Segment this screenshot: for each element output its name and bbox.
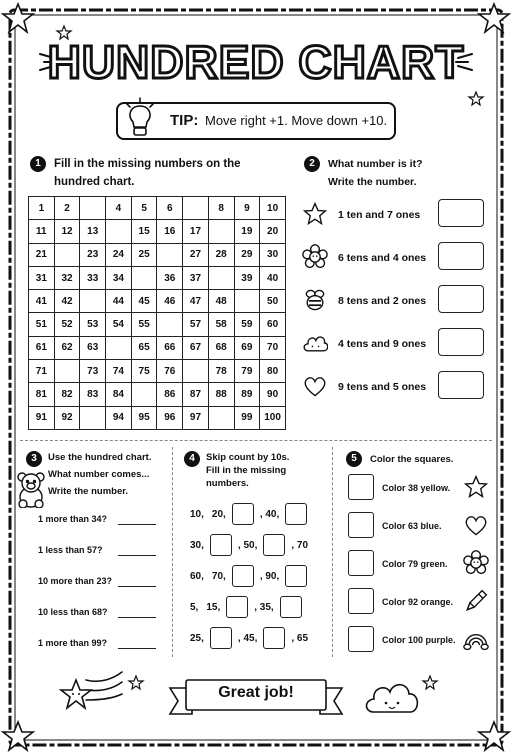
- chart-cell: 20: [260, 220, 286, 243]
- skip-count-row: [188, 626, 310, 650]
- corner-star-icon: [479, 4, 509, 32]
- cloud-icon: [362, 676, 422, 718]
- chart-cell: 32: [54, 266, 80, 289]
- skip-count-number: , 90,: [259, 570, 280, 582]
- chart-row: [29, 360, 286, 383]
- chart-blank-cell[interactable]: [80, 290, 106, 313]
- teddy-bear-icon: [14, 470, 48, 508]
- section-3-question: 10 more than 23?: [38, 576, 113, 586]
- chart-cell: 21: [29, 243, 55, 266]
- section-2-icon: [302, 330, 328, 361]
- chart-blank-cell[interactable]: [183, 360, 209, 383]
- answer-box[interactable]: [438, 328, 484, 356]
- skip-count-number: 30,: [190, 539, 204, 551]
- chart-cell: 83: [80, 383, 106, 406]
- chart-blank-cell[interactable]: [234, 290, 260, 313]
- pencil-icon: [463, 588, 489, 614]
- chart-row: [29, 336, 286, 359]
- chart-cell: 30: [260, 243, 286, 266]
- section-5-label: Color 38 yellow.: [382, 483, 451, 493]
- chart-blank-cell[interactable]: [54, 243, 80, 266]
- section-1-instruction-line1: Fill in the missing numbers on the: [54, 158, 241, 170]
- answer-line[interactable]: [118, 617, 156, 618]
- color-square[interactable]: [348, 588, 374, 614]
- skip-count-row: [188, 502, 307, 526]
- answer-line[interactable]: [118, 648, 156, 649]
- chart-cell: 4: [106, 197, 132, 220]
- chart-blank-cell[interactable]: [208, 266, 234, 289]
- small-star-icon: [423, 676, 437, 689]
- skip-count-box[interactable]: [232, 565, 254, 587]
- section-5-icon: [463, 550, 489, 581]
- chart-cell: 79: [234, 360, 260, 383]
- skip-count-box[interactable]: [285, 503, 307, 525]
- section-2-icon: [302, 287, 328, 318]
- chart-cell: 25: [131, 243, 157, 266]
- flower-icon: [302, 244, 328, 270]
- chart-blank-cell[interactable]: [106, 220, 132, 243]
- skip-count-row: [188, 533, 310, 557]
- chart-cell: 16: [157, 220, 183, 243]
- chart-cell: 66: [157, 336, 183, 359]
- color-square[interactable]: [348, 550, 374, 576]
- chart-blank-cell[interactable]: [54, 360, 80, 383]
- answer-line[interactable]: [118, 524, 156, 525]
- chart-blank-cell[interactable]: [183, 197, 209, 220]
- skip-count-number: , 70: [291, 539, 309, 551]
- chart-row: [29, 220, 286, 243]
- chart-blank-cell[interactable]: [106, 336, 132, 359]
- section-3-question: 1 more than 34?: [38, 514, 108, 524]
- chart-cell: 6: [157, 197, 183, 220]
- chart-cell: 92: [54, 406, 80, 429]
- chart-blank-cell[interactable]: [208, 220, 234, 243]
- chart-cell: 54: [106, 313, 132, 336]
- section-5-label: Color 79 green.: [382, 559, 448, 569]
- chart-cell: 13: [80, 220, 106, 243]
- chart-cell: 48: [208, 290, 234, 313]
- column-divider: [332, 447, 333, 657]
- chart-cell: 23: [80, 243, 106, 266]
- section-4-instruction-line2: Fill in the missing: [206, 465, 287, 476]
- chart-cell: 27: [183, 243, 209, 266]
- tip-label: TIP:: [170, 112, 199, 129]
- section-2-icon: [302, 373, 328, 404]
- chart-cell: 42: [54, 290, 80, 313]
- chart-blank-cell[interactable]: [80, 406, 106, 429]
- rainbow-icon: [463, 626, 489, 652]
- chart-cell: 69: [234, 336, 260, 359]
- cloud-icon: [302, 330, 328, 356]
- chart-row: [29, 266, 286, 289]
- chart-blank-cell[interactable]: [157, 313, 183, 336]
- chart-cell: 34: [106, 266, 132, 289]
- bee-icon: [302, 287, 328, 313]
- section-1-number: 1: [30, 156, 46, 172]
- chart-cell: 96: [157, 406, 183, 429]
- chart-cell: 50: [260, 290, 286, 313]
- small-star-icon: [129, 676, 143, 689]
- answer-line[interactable]: [118, 555, 156, 556]
- section-1-instruction-line2: hundred chart.: [54, 176, 135, 188]
- chart-cell: 71: [29, 360, 55, 383]
- section-3-question: 1 more than 99?: [38, 638, 108, 648]
- chart-cell: 37: [183, 266, 209, 289]
- chart-row: [29, 383, 286, 406]
- chart-cell: 52: [54, 313, 80, 336]
- section-5-label: Color 92 orange.: [382, 597, 454, 607]
- chart-cell: 31: [29, 266, 55, 289]
- chart-cell: 58: [208, 313, 234, 336]
- skip-count-number: , 45,: [237, 632, 258, 644]
- chart-cell: 12: [54, 220, 80, 243]
- skip-count-row: [188, 595, 302, 619]
- answer-box[interactable]: [438, 242, 484, 270]
- section-2-instruction-line1: What number is it?: [328, 158, 423, 170]
- section-2-label: 8 tens and 2 ones: [338, 295, 427, 307]
- chart-cell: 59: [234, 313, 260, 336]
- skip-count-box[interactable]: [226, 596, 248, 618]
- chart-cell: 76: [157, 360, 183, 383]
- chart-blank-cell[interactable]: [131, 383, 157, 406]
- chart-cell: 47: [183, 290, 209, 313]
- chart-blank-cell[interactable]: [208, 406, 234, 429]
- section-5-label: Color 100 purple.: [382, 635, 456, 645]
- chart-cell: 62: [54, 336, 80, 359]
- skip-count-box[interactable]: [285, 565, 307, 587]
- chart-cell: 70: [260, 336, 286, 359]
- chart-cell: 89: [234, 383, 260, 406]
- chart-cell: 60: [260, 313, 286, 336]
- section-3-number: 3: [26, 451, 42, 467]
- chart-cell: 80: [260, 360, 286, 383]
- section-2-label: 6 tens and 4 ones: [338, 252, 427, 264]
- star-icon: [302, 201, 328, 227]
- chart-cell: 5: [131, 197, 157, 220]
- skip-count-number: 20,: [211, 508, 226, 520]
- section-5-icon: [463, 626, 489, 657]
- skip-count-box[interactable]: [210, 534, 232, 556]
- skip-count-number: 15,: [206, 601, 221, 613]
- skip-count-number: , 40,: [259, 508, 280, 520]
- chart-cell: 28: [208, 243, 234, 266]
- chart-cell: 8: [208, 197, 234, 220]
- section-3-instruction-line1: Use the hundred chart.: [48, 452, 152, 463]
- skip-count-number: , 65: [291, 632, 309, 644]
- chart-blank-cell[interactable]: [131, 266, 157, 289]
- chart-cell: 41: [29, 290, 55, 313]
- chart-cell: 81: [29, 383, 55, 406]
- chart-cell: 97: [183, 406, 209, 429]
- chart-cell: 40: [260, 266, 286, 289]
- section-2-label: 4 tens and 9 ones: [338, 338, 427, 350]
- section-2-number: 2: [304, 156, 320, 172]
- tip-text: Move right +1. Move down +10.: [205, 113, 388, 128]
- chart-row: [29, 313, 286, 336]
- skip-count-number: 60,: [190, 570, 204, 582]
- skip-count-number: , 50,: [237, 539, 258, 551]
- corner-star-icon: [3, 4, 33, 32]
- chart-cell: 74: [106, 360, 132, 383]
- chart-row: [29, 406, 286, 429]
- answer-box[interactable]: [438, 285, 484, 313]
- chart-cell: 95: [131, 406, 157, 429]
- section-5-instruction: Color the squares.: [370, 454, 454, 465]
- section-4-instruction-line3: numbers.: [206, 478, 249, 489]
- chart-cell: 73: [80, 360, 106, 383]
- section-2-icon: [302, 201, 328, 232]
- lightbulb-icon: [122, 96, 158, 140]
- chart-blank-cell[interactable]: [80, 197, 106, 220]
- chart-cell: 57: [183, 313, 209, 336]
- shooting-star-icon: [56, 670, 126, 722]
- section-5-label: Color 63 blue.: [382, 521, 442, 531]
- chart-cell: 82: [54, 383, 80, 406]
- chart-blank-cell[interactable]: [157, 243, 183, 266]
- section-3-question: 10 less than 68?: [38, 607, 108, 617]
- section-2-label: 1 ten and 7 ones: [338, 209, 421, 221]
- chart-cell: 68: [208, 336, 234, 359]
- section-3-instruction-line3: Write the number.: [48, 486, 129, 497]
- answer-box[interactable]: [438, 371, 484, 399]
- chart-cell: 51: [29, 313, 55, 336]
- chart-row: [29, 197, 286, 220]
- chart-cell: 9: [234, 197, 260, 220]
- section-divider: [20, 440, 492, 441]
- section-5-icon: [463, 512, 489, 543]
- heart-icon: [463, 512, 489, 538]
- star-icon: [463, 474, 489, 500]
- chart-cell: 33: [80, 266, 106, 289]
- great-job-banner: Great job!: [218, 684, 294, 701]
- chart-cell: 88: [208, 383, 234, 406]
- skip-count-row: [188, 564, 307, 588]
- chart-cell: 67: [183, 336, 209, 359]
- section-5-icon: [463, 588, 489, 619]
- chart-cell: 61: [29, 336, 55, 359]
- section-5-number: 5: [346, 451, 362, 467]
- chart-cell: 39: [234, 266, 260, 289]
- chart-cell: 45: [131, 290, 157, 313]
- chart-cell: 84: [106, 383, 132, 406]
- section-2-icon: [302, 244, 328, 275]
- chart-cell: 46: [157, 290, 183, 313]
- chart-cell: 75: [131, 360, 157, 383]
- chart-cell: 91: [29, 406, 55, 429]
- column-divider: [172, 447, 173, 657]
- section-4-number: 4: [184, 451, 200, 467]
- chart-cell: 2: [54, 197, 80, 220]
- section-2-label: 9 tens and 5 ones: [338, 381, 427, 393]
- chart-cell: 99: [234, 406, 260, 429]
- color-square[interactable]: [348, 512, 374, 538]
- section-3-question: 1 less than 57?: [38, 545, 103, 555]
- chart-cell: 36: [157, 266, 183, 289]
- chart-cell: 29: [234, 243, 260, 266]
- section-3-instruction: [48, 451, 151, 498]
- skip-count-number: 70,: [211, 570, 226, 582]
- skip-count-box[interactable]: [210, 627, 232, 649]
- answer-box[interactable]: [438, 199, 484, 227]
- section-5-icon: [463, 474, 489, 505]
- chart-cell: 90: [260, 383, 286, 406]
- page-title: HUNDRED CHART: [47, 36, 465, 88]
- chart-cell: 11: [29, 220, 55, 243]
- section-4-instruction: [206, 451, 289, 490]
- color-square[interactable]: [348, 626, 374, 652]
- heart-icon: [302, 373, 328, 399]
- chart-row: [29, 290, 286, 313]
- skip-count-box[interactable]: [280, 596, 302, 618]
- chart-cell: 15: [131, 220, 157, 243]
- chart-cell: 86: [157, 383, 183, 406]
- chart-cell: 19: [234, 220, 260, 243]
- chart-cell: 1: [29, 197, 55, 220]
- hundred-chart-grid: [28, 196, 286, 430]
- chart-cell: 65: [131, 336, 157, 359]
- chart-cell: 78: [208, 360, 234, 383]
- worksheet-title: [0, 30, 512, 94]
- section-3-instruction-line2: What number comes...: [48, 469, 150, 480]
- flower-icon: [463, 550, 489, 576]
- skip-count-box[interactable]: [263, 627, 285, 649]
- skip-count-number: 25,: [190, 632, 204, 644]
- chart-cell: 87: [183, 383, 209, 406]
- chart-cell: 53: [80, 313, 106, 336]
- section-4-instruction-line1: Skip count by 10s.: [206, 452, 290, 463]
- skip-count-box[interactable]: [263, 534, 285, 556]
- color-square[interactable]: [348, 474, 374, 500]
- chart-row: [29, 243, 286, 266]
- chart-cell: 10: [260, 197, 286, 220]
- chart-cell: 44: [106, 290, 132, 313]
- chart-cell: 63: [80, 336, 106, 359]
- chart-cell: 24: [106, 243, 132, 266]
- chart-cell: 100: [260, 406, 286, 429]
- chart-cell: 17: [183, 220, 209, 243]
- chart-cell: 55: [131, 313, 157, 336]
- skip-count-number: 10,: [190, 508, 204, 520]
- answer-line[interactable]: [118, 586, 156, 587]
- section-2-instruction: [328, 156, 423, 190]
- skip-count-box[interactable]: [232, 503, 254, 525]
- skip-count-number: , 35,: [254, 601, 274, 613]
- section-2-instruction-line2: Write the number.: [328, 176, 417, 188]
- section-1-instruction: [54, 156, 241, 190]
- chart-cell: 94: [106, 406, 132, 429]
- skip-count-number: 5,: [190, 601, 199, 613]
